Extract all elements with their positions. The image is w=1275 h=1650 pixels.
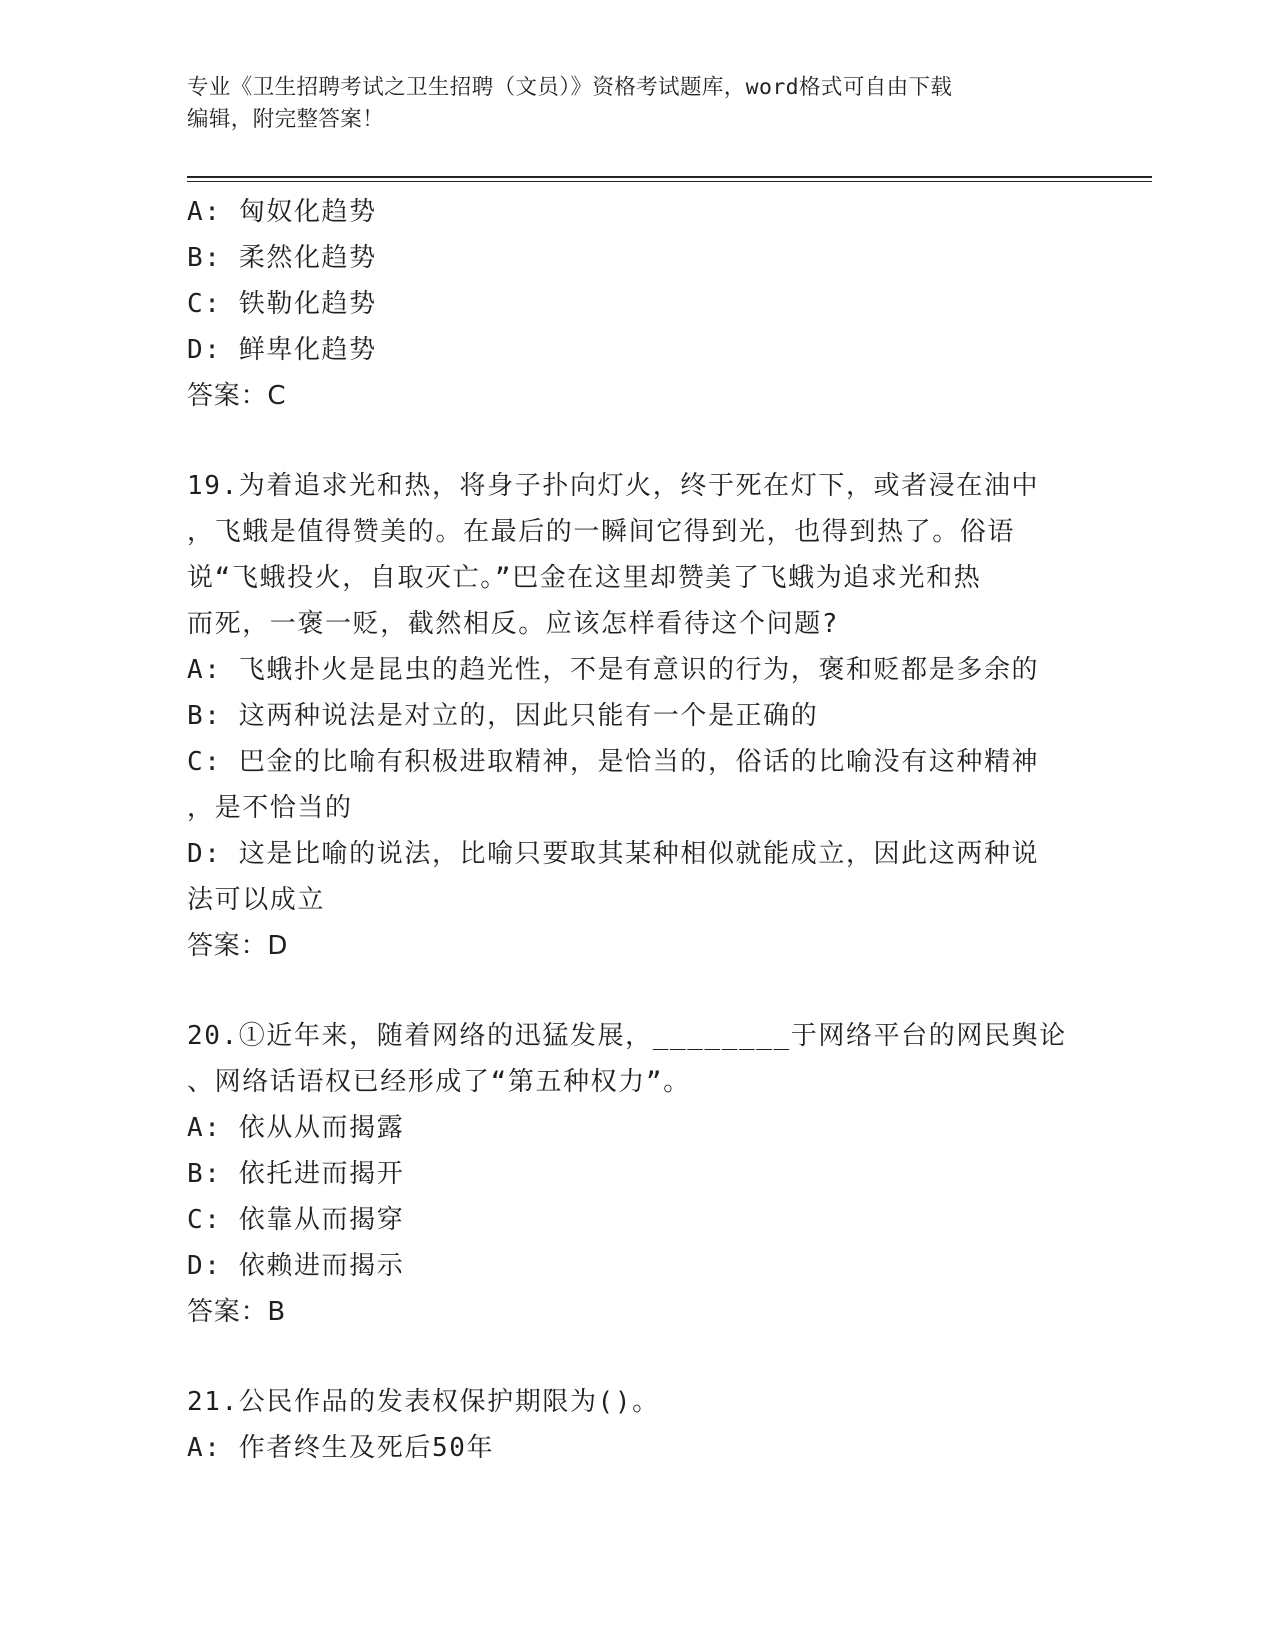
answer: 答案：C bbox=[187, 381, 287, 411]
question-stem-line: 20.①近年来，随着网络的迅猛发展，________于网络平台的网民舆论 bbox=[187, 1021, 1067, 1051]
question-stem-line: 19.为着追求光和热，将身子扑向灯火，终于死在灯下，或者浸在油中 bbox=[187, 471, 1040, 501]
header-line-1: 专业《卫生招聘考试之卫生招聘（文员）》资格考试题库，word格式可自由下载 bbox=[187, 75, 953, 100]
option-b: B: 依托进而揭开 bbox=[187, 1159, 405, 1189]
answer: 答案：D bbox=[187, 931, 289, 961]
question-18 bbox=[187, 189, 1087, 419]
spacer bbox=[187, 969, 1087, 1013]
question-list bbox=[187, 189, 1087, 1471]
question-stem-line: 、网络话语权已经形成了“第五种权力”。 bbox=[187, 1067, 691, 1097]
option-a: A: 匈奴化趋势 bbox=[187, 197, 377, 227]
answer: 答案：B bbox=[187, 1297, 287, 1327]
question-stem-line: 而死，一褒一贬，截然相反。应该怎样看待这个问题? bbox=[187, 609, 840, 639]
question-stem-line: 21.公民作品的发表权保护期限为()。 bbox=[187, 1387, 660, 1417]
option-c: C: 铁勒化趋势 bbox=[187, 289, 377, 319]
option-a: A: 作者终生及死后50年 bbox=[187, 1433, 495, 1463]
option-d: D: 鲜卑化趋势 bbox=[187, 335, 377, 365]
question-20 bbox=[187, 1013, 1087, 1335]
option-b: B: 柔然化趋势 bbox=[187, 243, 377, 273]
option-d-continued: 法可以成立 bbox=[187, 885, 326, 915]
question-stem-line: ，飞蛾是值得赞美的。在最后的一瞬间它得到光，也得到热了。俗语 bbox=[187, 517, 1016, 547]
question-21 bbox=[187, 1379, 1087, 1471]
option-c-continued: ，是不恰当的 bbox=[187, 793, 353, 823]
header-divider-thin bbox=[187, 181, 1152, 182]
option-d: D: 依赖进而揭示 bbox=[187, 1251, 405, 1281]
option-c: C: 依靠从而揭穿 bbox=[187, 1205, 405, 1235]
spacer bbox=[187, 1335, 1087, 1379]
header-line-2: 编辑，附完整答案！ bbox=[187, 107, 385, 132]
option-d: D: 这是比喻的说法，比喻只要取其某种相似就能成立，因此这两种说 bbox=[187, 839, 1040, 869]
option-a: A: 依从从而揭露 bbox=[187, 1113, 405, 1143]
option-c: C: 巴金的比喻有积极进取精神，是恰当的，俗话的比喻没有这种精神 bbox=[187, 747, 1040, 777]
document-header bbox=[187, 72, 1067, 136]
option-b: B: 这两种说法是对立的，因此只能有一个是正确的 bbox=[187, 701, 819, 731]
option-a: A: 飞蛾扑火是昆虫的趋光性，不是有意识的行为，褒和贬都是多余的 bbox=[187, 655, 1040, 685]
header-divider-thick bbox=[187, 176, 1152, 178]
question-stem-line: 说“飞蛾投火，自取灭亡。”巴金在这里却赞美了飞蛾为追求光和热 bbox=[187, 563, 982, 593]
spacer bbox=[187, 419, 1087, 463]
question-19 bbox=[187, 463, 1087, 969]
